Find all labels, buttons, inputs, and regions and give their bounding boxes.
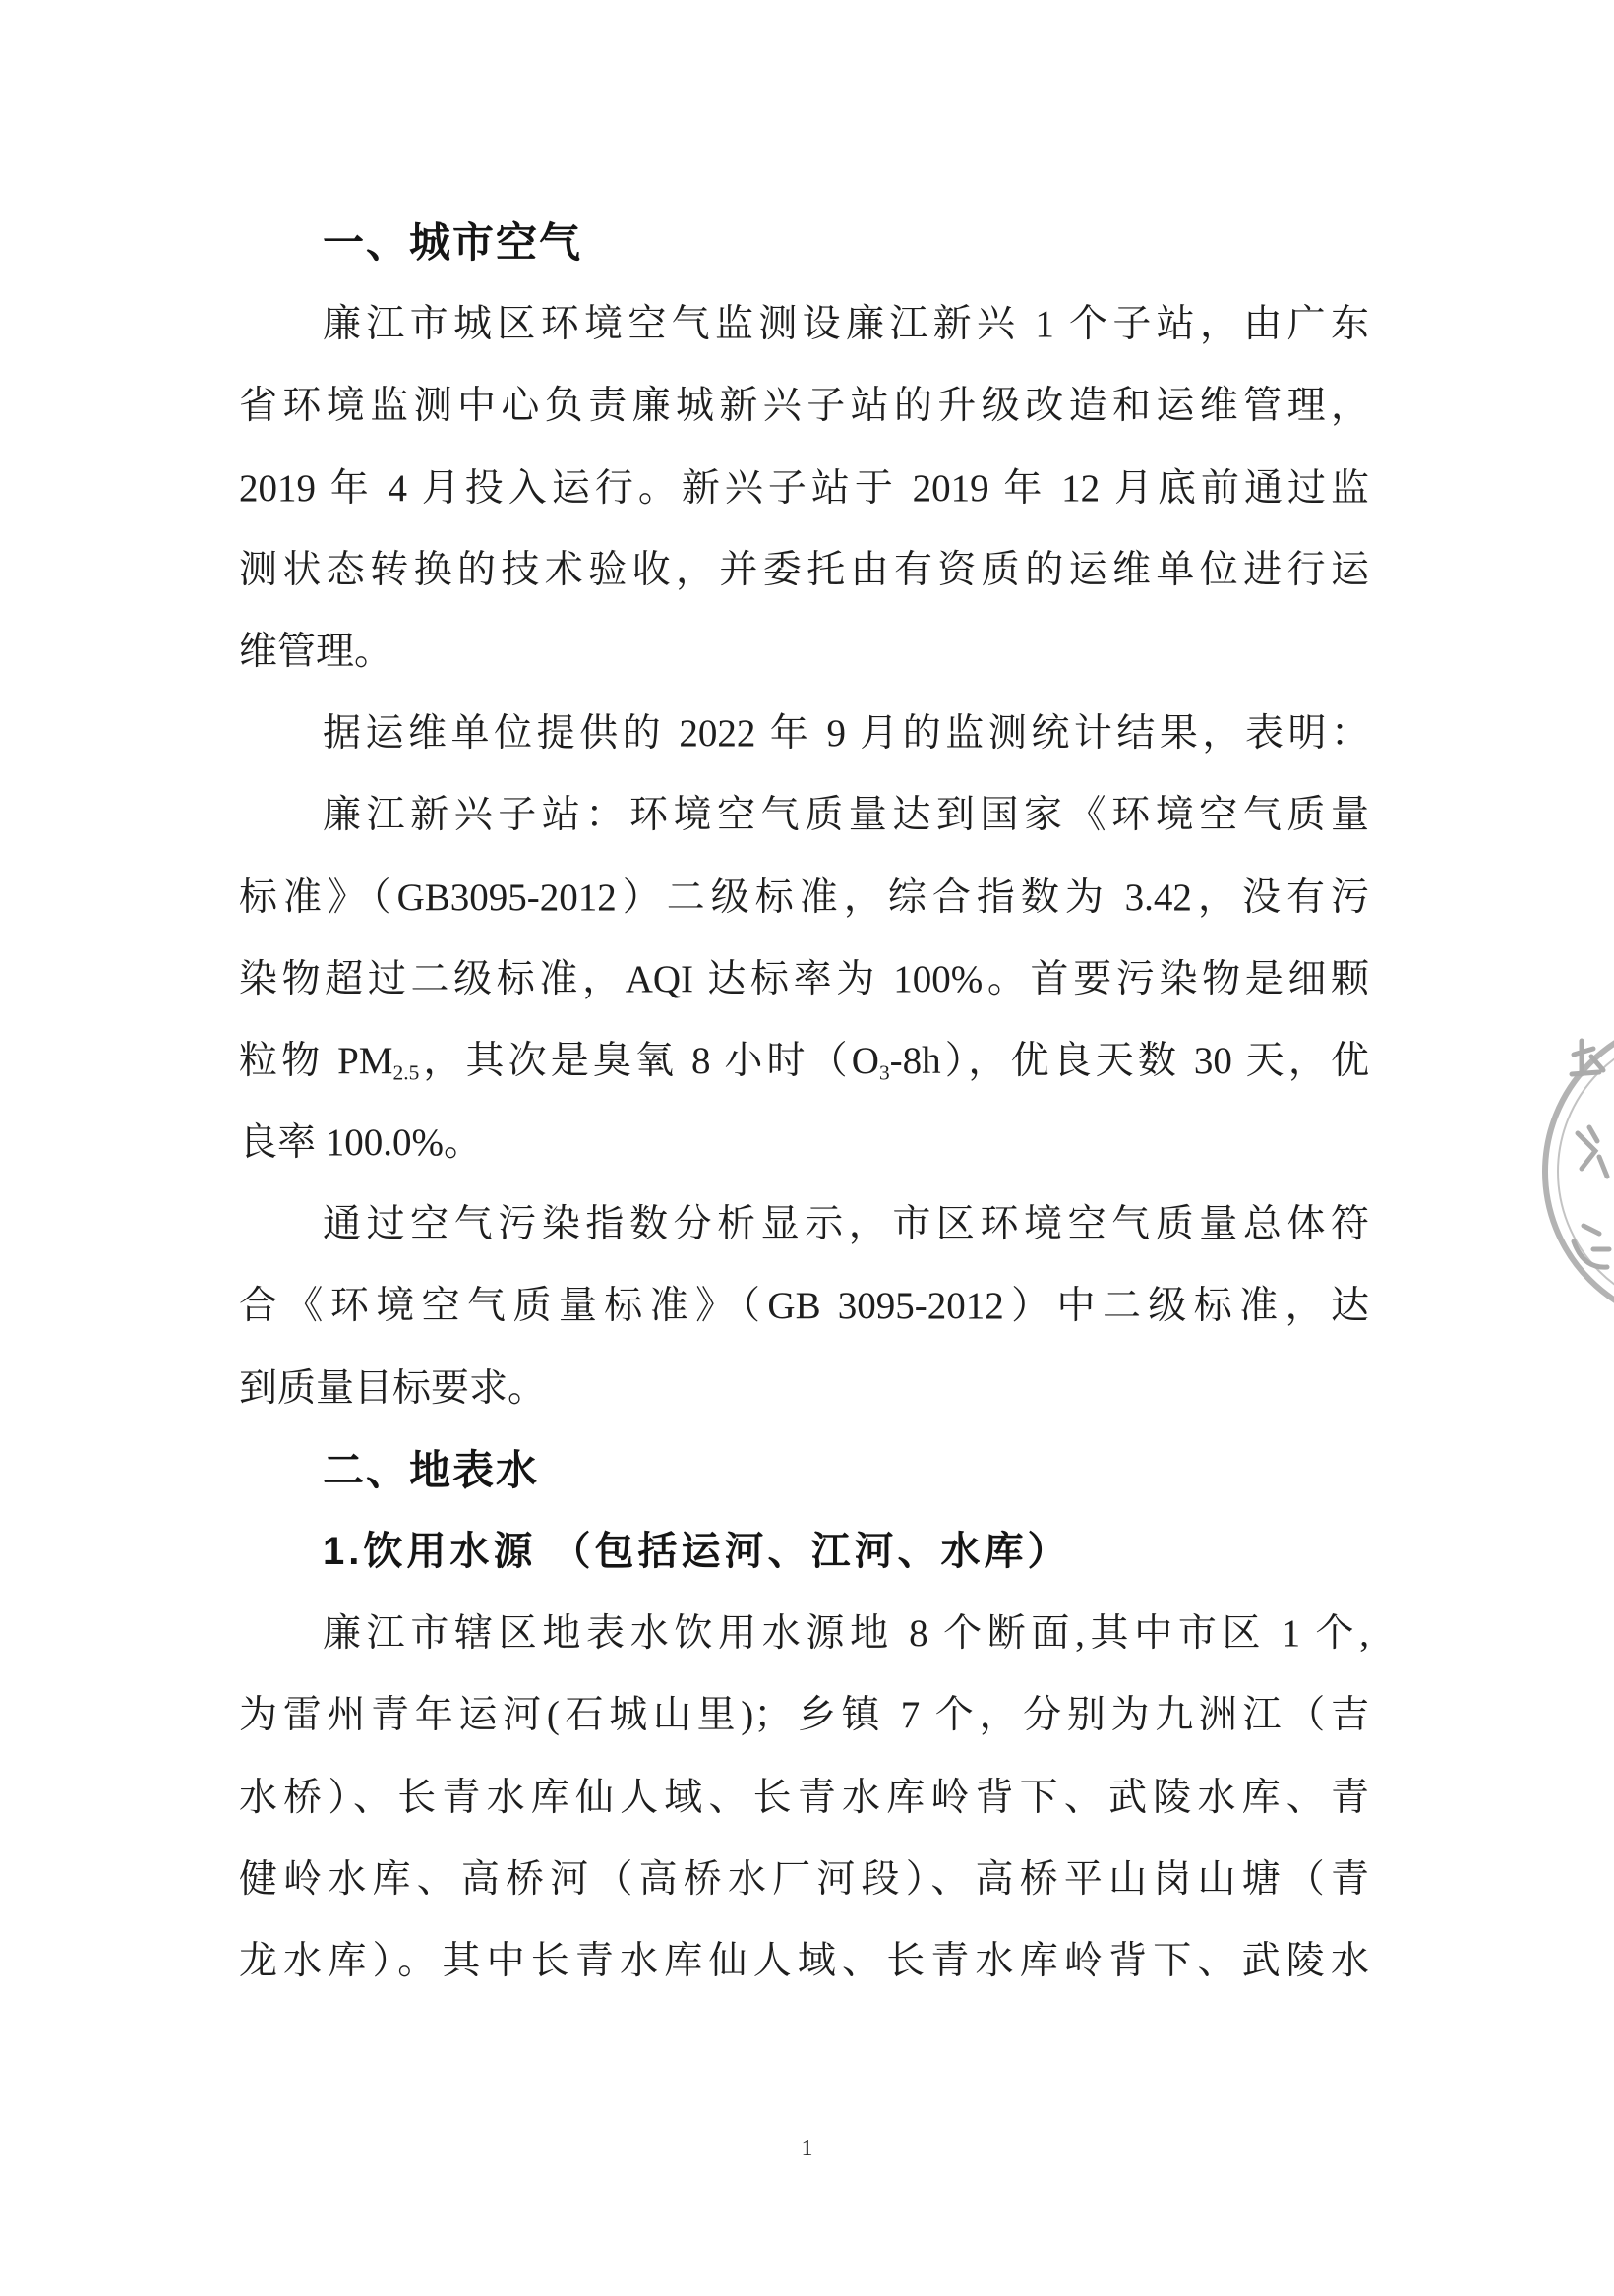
paragraph-line: 龙水库）。其中长青水库仙人域、长青水库岭背下、武陵水 <box>239 1939 1369 1982</box>
paragraph-line: 2019 年 4 月投入运行。新兴子站于 2019 年 12 月底前通过监 <box>239 466 1369 510</box>
paragraph-line: 染物超过二级标准，AQI 达标率为 100%。首要污染物是细颗 <box>239 957 1369 1000</box>
paragraph-line: 到质量目标要求。 <box>239 1366 547 1410</box>
paragraph <box>239 1183 1369 1429</box>
subsection-heading: 1.饮用水源 （包括运河、江河、水库） <box>323 1530 1071 1573</box>
paragraph-line: 良率 100.0%。 <box>239 1121 482 1165</box>
paragraph-line: 合《环境空气质量标准》（GB 3095-2012）中二级标准，达 <box>239 1285 1369 1328</box>
paragraph-line: 测状态转换的技术验收，并委托由有资质的运维单位进行运 <box>239 548 1369 591</box>
paragraph <box>239 1593 1369 2002</box>
section-heading: 一、城市空气 <box>323 219 583 266</box>
paragraph <box>239 283 1369 693</box>
text-segment: ，其次是臭氧 8 小时（O <box>419 1039 879 1082</box>
paragraph-line: 通过空气污染指数分析显示，市区环境空气质量总体符 <box>323 1203 1369 1246</box>
paragraph-line: 维管理。 <box>239 630 393 673</box>
subscript: 2.5 <box>392 1060 420 1085</box>
section-heading: 二、地表水 <box>323 1446 540 1493</box>
paragraph-line: 水桥）、长青水库仙人域、长青水库岭背下、武陵水库、青 <box>239 1776 1369 1819</box>
paragraph-line: 标准》（GB3095-2012）二级标准，综合指数为 3.42，没有污 <box>239 876 1369 919</box>
paragraph-line: 廉江市城区环境空气监测设廉江新兴 1 个子站，由广东 <box>323 303 1369 346</box>
seal-mark <box>1578 1127 1607 1177</box>
paragraph-line: 为雷州青年运河(石城山里)；乡镇 7 个，分别为九洲江（吉 <box>239 1694 1369 1737</box>
document-body <box>239 202 1369 2002</box>
text-segment: 粒物 PM <box>239 1039 393 1082</box>
page-number: 1 <box>801 2136 813 2161</box>
paragraph-line: 据运维单位提供的 2022 年 9 月的监测统计结果，表明： <box>323 712 1369 755</box>
paragraph-line: 健岭水库、高桥河（高桥水厂河段）、高桥平山岗山塘（青 <box>239 1857 1369 1901</box>
paragraph <box>239 774 1369 1183</box>
paragraph-line <box>239 1020 1369 1102</box>
subscript: 3 <box>878 1060 890 1085</box>
text-segment: -8h），优良天数 30 天，优 <box>889 1039 1369 1082</box>
official-seal-fragment <box>1534 984 1614 1358</box>
paragraph-line: 廉江新兴子站：环境空气质量达到国家《环境空气质量 <box>323 794 1369 837</box>
paragraph-line: 省环境监测中心负责廉城新兴子站的升级改造和运维管理， <box>239 385 1369 428</box>
paragraph-line: 廉江市辖区地表水饮用水源地 8 个断面,其中市区 1 个, <box>323 1612 1369 1656</box>
paragraph <box>239 693 1369 774</box>
